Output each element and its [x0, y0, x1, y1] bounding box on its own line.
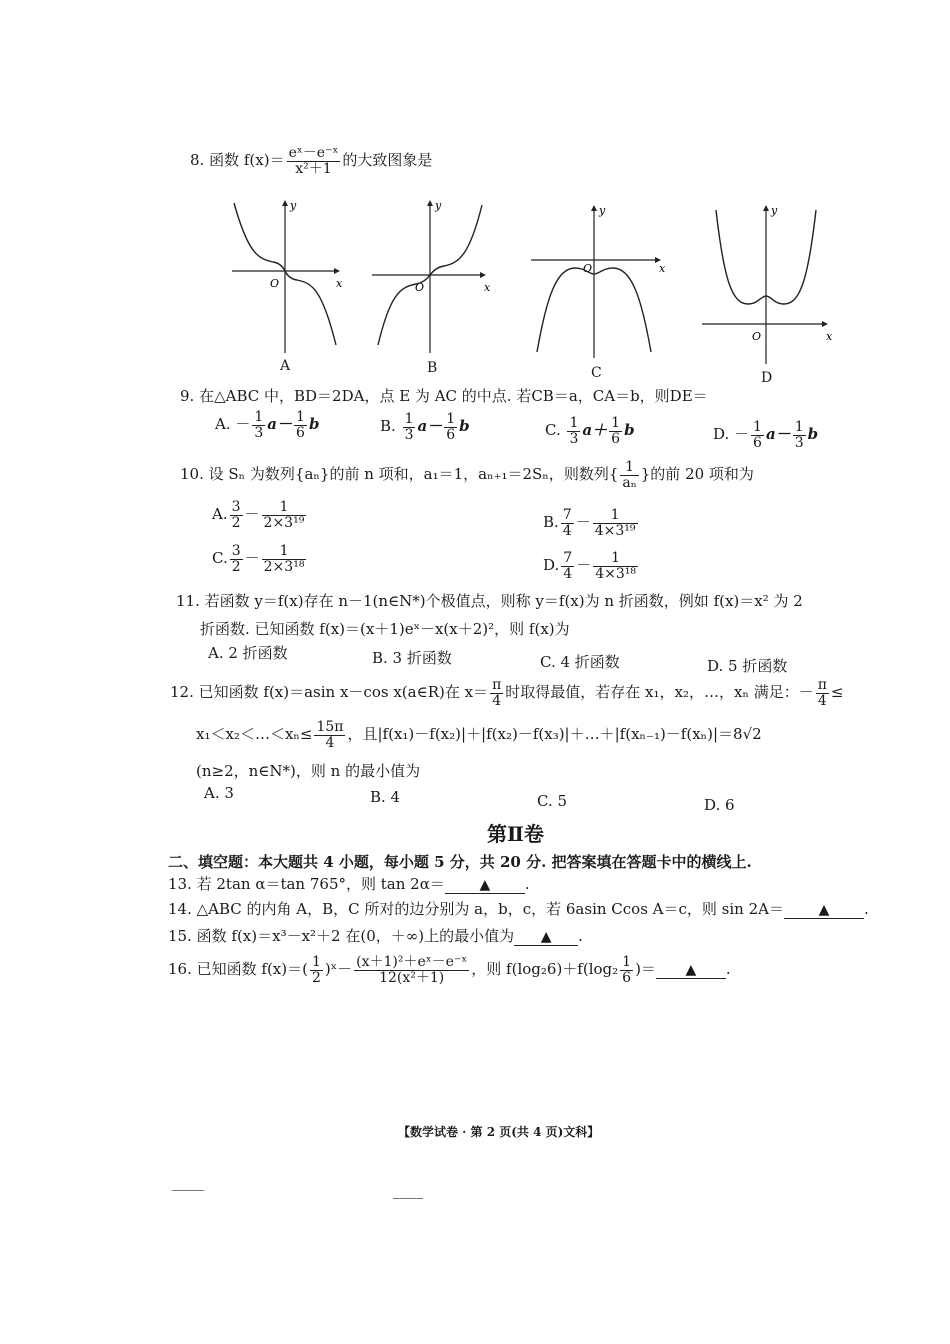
- q10-b-f1n: 7: [562, 507, 572, 523]
- q9-d-label: D. －: [713, 425, 750, 444]
- q10-c-op: －: [244, 549, 260, 568]
- q9-c-f2d: 6: [611, 430, 621, 447]
- q9-c-frac1: [567, 416, 580, 446]
- q9-b-f2d: 6: [446, 426, 456, 443]
- q9-a-f1d: 3: [254, 424, 264, 441]
- q16-f3d: 6: [622, 969, 632, 986]
- q9-d-frac2: [793, 420, 806, 450]
- q11-option-c: C. 4 折函数: [540, 653, 620, 671]
- q12-line1b: 时取得最值，若存在 x₁，x₂，…，xₙ 满足：－: [505, 683, 814, 702]
- q9-b-f1d: 3: [404, 426, 414, 443]
- graph-b: [368, 195, 498, 355]
- q12-f3d: 4: [325, 734, 335, 751]
- q10-a-f2d: 2×3¹⁹: [263, 514, 305, 531]
- q10-d-op: －: [576, 556, 592, 575]
- q10-option-d: [543, 551, 640, 581]
- page-footer: 【数学试卷 · 第 2 页(共 4 页)文科】: [398, 1125, 600, 1139]
- q12-option-d: D. 6: [704, 796, 735, 814]
- q16-f1n: 1: [311, 954, 321, 970]
- q10-d-frac1: [561, 551, 574, 581]
- question-9-stem: 9. 在△ABC 中，BD＝2DA，点 E 为 AC 的中点. 若CB＝a，CA＝b，则DE＝: [180, 387, 708, 405]
- q10-c-f1n: 3: [231, 543, 241, 559]
- q16-frac2: [354, 955, 469, 985]
- q10-d-f2n: 1: [593, 551, 638, 567]
- q9-option-b: [380, 412, 470, 442]
- q8-prefix: 8. 函数 f(x)＝: [190, 151, 285, 170]
- graph-a-label: A: [280, 358, 291, 374]
- graph-c: [527, 200, 672, 360]
- q9-b-end: b: [459, 417, 470, 436]
- q10-a-f1d: 2: [231, 514, 241, 531]
- graph-d-x-label: x: [826, 330, 833, 343]
- graph-b-origin: O: [415, 281, 425, 294]
- q10-b-f2d: 4×3¹⁹: [594, 522, 636, 539]
- graph-b-x-label: x: [484, 281, 491, 294]
- q10-c-frac2: [262, 544, 307, 574]
- q12-line1c: ≤: [830, 683, 844, 702]
- question-10-stem: [180, 460, 754, 490]
- q10-c-f2n: 1: [262, 544, 307, 560]
- q13-end: .: [524, 875, 530, 893]
- q11-option-a: A. 2 折函数: [208, 644, 288, 662]
- question-14: [168, 898, 869, 919]
- q16-frac1: [310, 955, 323, 985]
- q12-line1a: 12. 已知函数 f(x)＝asin x－cos x(a∈R)在 x＝: [170, 683, 489, 702]
- question-12-line3: (n≥2，n∈N*)，则 n 的最小值为: [196, 762, 421, 780]
- q10-a-op: －: [244, 505, 260, 524]
- q9-a-end: b: [308, 415, 320, 434]
- q10-a-frac2: [262, 500, 307, 530]
- q9-a-frac1: [252, 410, 265, 440]
- q10-option-c: [212, 544, 308, 574]
- q10-b-op: －: [575, 513, 591, 532]
- q15-triangle-icon: ▲: [540, 929, 552, 945]
- q10-b-frac2: [593, 508, 638, 538]
- q10-a-f2n: 1: [262, 500, 307, 516]
- q10-d-label: D.: [543, 556, 560, 575]
- q16-b: )ˣ－: [324, 960, 353, 979]
- q10-a-label: A.: [212, 505, 228, 524]
- q8-numerator: eˣ－e⁻ˣ: [288, 145, 339, 161]
- graph-c-y-label: y: [599, 204, 606, 217]
- q13-triangle-icon: ▲: [479, 877, 491, 893]
- bleed-through-text: [650, 160, 664, 180]
- q16-f2d: 12(x²＋1): [379, 969, 445, 986]
- q10-a-frac1: [230, 500, 243, 530]
- q16-f1d: 2: [311, 969, 321, 986]
- q11-option-d: D. 5 折函数: [707, 657, 788, 675]
- graph-d-origin: O: [752, 330, 762, 343]
- q9-b-f1n: 1: [404, 411, 414, 427]
- graph-d-label: D: [761, 370, 773, 386]
- q8-suffix: 的大致图象是: [342, 151, 433, 170]
- question-11-line1: 11. 若函数 y＝f(x)存在 n－1(n∈N*)个极值点，则称 y＝f(x)为 n 折函数，例如 f(x)＝x² 为 2: [176, 592, 803, 610]
- q12-f3n: 15π: [316, 719, 344, 735]
- q15-end: .: [578, 927, 583, 945]
- question-12-line2: [196, 720, 762, 750]
- question-13: [168, 873, 530, 894]
- q16-frac3: [620, 955, 633, 985]
- graph-a-x-label: x: [336, 277, 343, 290]
- q9-d-f1d: 6: [753, 434, 762, 451]
- q12-frac2: [816, 678, 829, 708]
- q12-f2n: π: [817, 677, 827, 693]
- scan-mark-left: [172, 1190, 204, 1191]
- scan-mark-center: [393, 1198, 423, 1199]
- q14-answer-blank[interactable]: [784, 900, 864, 919]
- q8-denominator: x²＋1: [295, 160, 332, 177]
- q9-d-f1n: 1: [753, 419, 762, 435]
- question-12-line1: [170, 678, 843, 708]
- q10-d-f2d: 4×3¹⁸: [595, 565, 636, 582]
- q10-d-f1n: 7: [563, 550, 573, 566]
- q16-answer-blank[interactable]: [656, 960, 726, 979]
- q16-triangle-icon: ▲: [685, 962, 697, 979]
- q9-b-mid: a－: [417, 417, 443, 436]
- question-16: [168, 955, 731, 985]
- q9-a-f1n: 1: [254, 409, 264, 425]
- q13-text: 13. 若 2tan α＝tan 765°，则 tan 2α＝: [168, 875, 445, 893]
- q9-d-mid: a－: [765, 425, 791, 444]
- q9-b-f2n: 1: [446, 411, 456, 427]
- q9-d-f2d: 3: [794, 434, 804, 451]
- q9-a-label: A. －: [215, 415, 251, 434]
- q12-line2a: x₁＜x₂＜…＜xₙ≤: [196, 725, 313, 744]
- q10-stem-a: 10. 设 Sₙ 为数列{aₙ}的前 n 项和，a₁＝1，aₙ₊₁＝2Sₙ，则数列{: [180, 465, 619, 484]
- question-11-line2: 折函数. 已知函数 f(x)＝(x＋1)eˣ－x(x＋2)²，则 f(x)为: [200, 620, 570, 638]
- q12-frac1: [490, 678, 503, 708]
- q10-b-f2n: 1: [593, 508, 638, 524]
- q9-d-f2n: 1: [794, 419, 804, 435]
- q12-option-c: C. 5: [537, 792, 568, 810]
- q12-f1d: 4: [492, 692, 502, 709]
- q10-stem-frac: [620, 460, 638, 490]
- q9-c-f1d: 3: [569, 430, 579, 447]
- q14-end: .: [863, 900, 869, 918]
- q9-a-f2d: 6: [296, 424, 305, 441]
- q9-c-f2n: 1: [611, 415, 621, 431]
- part-2-title: 第Ⅱ卷: [487, 822, 544, 846]
- q9-a-mid: a－: [267, 415, 293, 434]
- q9-option-d: [713, 420, 818, 450]
- q10-a-f1n: 3: [231, 499, 241, 515]
- q10-c-frac1: [230, 544, 243, 574]
- q14-text: 14. △ABC 的内角 A，B，C 所对的边分别为 a，b，c，若 6asin Ccos A＝c，则 sin 2A＝: [168, 900, 784, 918]
- graph-b-label: B: [427, 360, 438, 376]
- graph-a: [228, 195, 353, 355]
- fill-in-section-header: 二、填空题：本大题共 4 小题，每小题 5 分，共 20 分. 把答案填在答题卡中的横线上.: [168, 853, 752, 871]
- q9-d-frac1: [751, 420, 764, 450]
- q16-d: )＝: [635, 960, 656, 979]
- q9-c-label: C.: [545, 421, 566, 440]
- q10-d-frac2: [593, 551, 638, 581]
- q9-a-f2n: 1: [296, 409, 305, 425]
- q16-end: .: [725, 960, 731, 979]
- q10-b-f1d: 4: [562, 522, 572, 539]
- graph-d-y-label: y: [771, 204, 778, 217]
- q12-frac3: [314, 720, 345, 750]
- q10-stem-fn: 1: [620, 460, 638, 476]
- q9-c-end: b: [624, 421, 635, 440]
- q9-option-c: [545, 416, 635, 446]
- q9-c-mid: a＋: [582, 421, 608, 440]
- q16-c: ，则 f(log₂6)＋f(log₂: [471, 960, 619, 979]
- q10-option-a: [212, 500, 308, 530]
- graph-a-origin: O: [270, 277, 280, 290]
- q12-line2b: ，且|f(x₁)－f(x₂)|＋|f(x₂)－f(x₃)|＋…＋|f(xₙ₋₁)－f(xₙ)|＝8√2: [347, 725, 762, 744]
- question-8: [190, 146, 432, 176]
- q9-option-a: [215, 410, 319, 440]
- q9-d-end: b: [807, 425, 819, 444]
- q12-option-b: B. 4: [370, 788, 401, 806]
- q15-text: 15. 函数 f(x)＝x³－x²＋2 在(0，＋∞)上的最小值为: [168, 927, 515, 945]
- question-15: [168, 925, 583, 946]
- q11-option-b: B. 3 折函数: [372, 649, 452, 667]
- q14-triangle-icon: ▲: [818, 902, 830, 918]
- q10-option-b: [543, 508, 640, 538]
- q16-f3n: 1: [622, 954, 632, 970]
- q9-b-frac1: [403, 412, 416, 442]
- q10-d-f1d: 4: [563, 565, 573, 582]
- graph-c-label: C: [591, 365, 602, 381]
- q9-a-frac2: [294, 410, 307, 440]
- q12-f1n: π: [492, 677, 502, 693]
- q16-f2n: (x＋1)²＋eˣ－e⁻ˣ: [356, 954, 468, 970]
- graph-c-x-label: x: [659, 262, 666, 275]
- q10-b-label: B.: [543, 513, 559, 532]
- q16-a: 16. 已知函数 f(x)＝(: [168, 960, 308, 979]
- q10-stem-b: }的前 20 项和为: [640, 465, 754, 484]
- graph-c-origin: O: [583, 262, 593, 275]
- q13-answer-blank[interactable]: [445, 875, 525, 894]
- graph-b-y-label: y: [435, 199, 442, 212]
- q9-c-frac2: [609, 416, 622, 446]
- q9-b-label: B.: [380, 417, 401, 436]
- q10-b-frac1: [561, 508, 574, 538]
- graph-a-y-label: y: [290, 199, 297, 212]
- graph-d: [698, 200, 843, 368]
- q12-option-a: A. 3: [204, 784, 234, 802]
- q8-fraction: [287, 146, 341, 176]
- q10-c-label: C.: [212, 549, 228, 568]
- q15-answer-blank[interactable]: [514, 927, 578, 946]
- q10-stem-fd: aₙ: [622, 474, 637, 491]
- q12-f2d: 4: [817, 692, 827, 709]
- q9-c-f1n: 1: [569, 415, 579, 431]
- q10-c-f1d: 2: [231, 558, 241, 575]
- q10-c-f2d: 2×3¹⁸: [263, 558, 305, 575]
- q9-b-frac2: [444, 412, 457, 442]
